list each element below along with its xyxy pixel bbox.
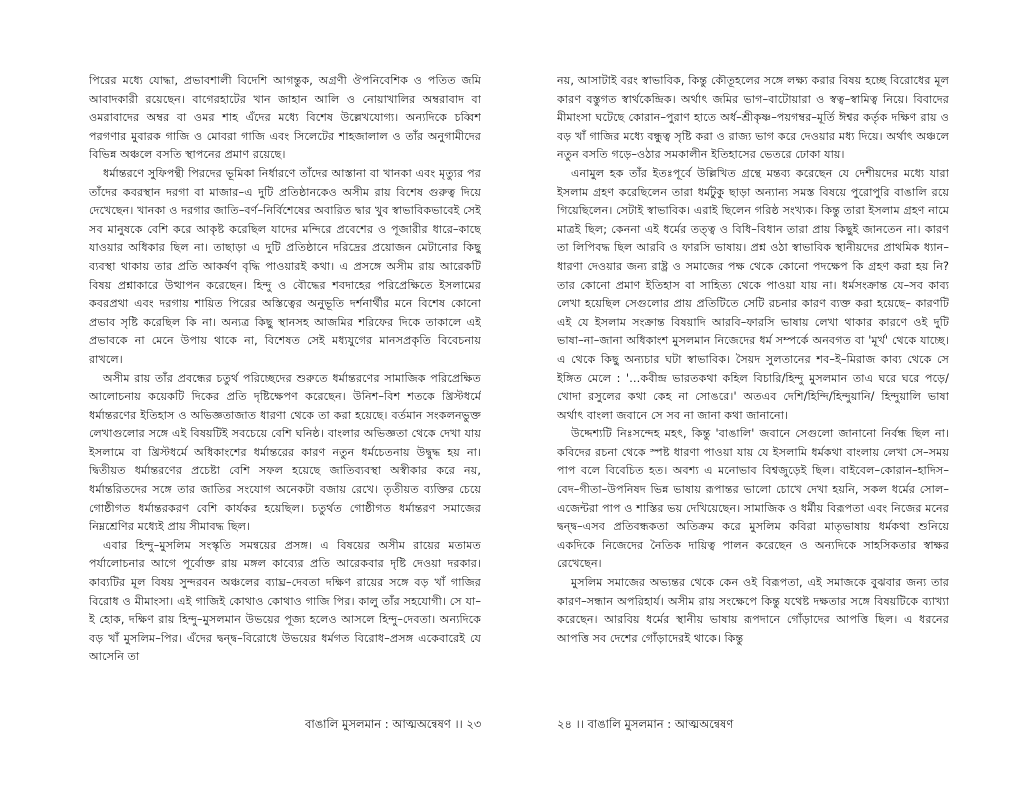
left-paragraph-2: ধর্মান্তরণে সুফিপন্থী পিরদের ভূমিকা নির্ধারণে তাঁদের আস্তানা বা খানকা এবং মৃত্যুর পর তাঁদের কবরস্থান দরগা বা মাজার–এ দুটি প্রতিষ্ঠানকেও অসীম রায় বিশেষ গুরুত্ব দিয়ে দেখেছেন। খানকা ও দরগার জাতি–বর্ণ–নির্বিশেষের অবারিত দ্বার খুব স্বাভাবিকভাবেই সেই সব মানুষকে বেশি করে আকৃষ্ট করেছিল যাদের মন্দিরে প্রবেশের ও পূজারীর ধারে–কাছে যাওয়ার অধিকার ছিল না। তাছাড়া এ দুটি প্রতিষ্ঠানে দরিদ্রের প্রয়োজন মেটানোর কিছু ব্যবস্থা থাকায় তার প্রতি আকর্ষণ বৃদ্ধি পাওয়ারই কথা। এ প্রসঙ্গে অসীম রায় আরেকটি বিষয় প্রশ্নাকারে উত্থাপন করেছেন। হিন্দু ও বৌদ্ধের শবদাহের পরিপ্রেক্ষিতে ইসলামের কবরপ্রথা এবং দরগায় শায়িত পিরের অস্তিত্বের অনুভূতি দর্শনার্থীর মনে বিশেষ কোনো প্রভাব সৃষ্টি করেছিল কি না। অন্যত্র কিছু স্থানসহ আজমির শরিফের দিকে তাকালে এই প্রভাবকে না মেনে উপায় থাকে না, বিশেষত সেই মধ্যযুগের মানসপ্রকৃতি বিবেচনায় রাখলে।	[89, 166, 481, 366]
right-paragraph-4: মুসলিম সমাজের অভ্যন্তর থেকে কেন ওই বিরূপতা, এই সমাজকে বুঝবার জন্য তার কারণ–সন্ধান অপরিহার্য। অসীম রায় সংক্ষেপে কিন্তু যথেষ্ট দক্ষতার সঙ্গে বিষয়টিকে ব্যাখ্যা করেছেন। আরবিয় ধর্মের স্থানীয় ভাষায় রূপদানে গোঁড়াদের আপত্তি ছিল। এ ধরনের আপত্তি সব দেশের গোঁড়াদেরই থাকে। কিন্তু	[557, 576, 949, 645]
right-paragraph-2: এনামুল হক তাঁর ইতঃপূর্বে উল্লিখিত গ্রন্থে মন্তব্য করেছেন যে দেশীয়দের মধ্যে যারা ইসলাম গ্রহণ করেছিলেন তারা ধর্মটুকু ছাড়া অন্যান্য সমস্ত বিষয়ে পুরোপুরি বাঙালি রয়ে গিয়েছিলেন। সেটাই স্বাভাবিক। এরাই ছিলেন গরিষ্ঠ সংখ্যক। কিন্তু তারা ইসলাম গ্রহণ নামে মাত্রই ছিল; কেননা এই ধর্মের তত্ত্ব ও বিধি–বিধান তারা প্রায় কিছুই জানতেন না। কারণ তা লিপিবদ্ধ ছিল আরবি ও ফারসি ভাষায়। প্রশ্ন ওঠা স্বাভাবিক স্থানীয়দের প্রাথমিক ধ্যান–ধারণা দেওয়ার জন্য রাষ্ট্র ও সমাজের পক্ষ থেকে কোনো পদক্ষেপ কি গ্রহণ করা হয় নি? তার কোনো প্রমাণ ইতিহাস বা সাহিত্য থেকে পাওয়া যায় না। ধর্মসংক্রান্ত যে–সব কাব্য লেখা হয়েছিল সেগুলোর প্রায় প্রতিটিতে সেটি রচনার কারণ ব্যক্ত করা হয়েছে– কারণটি এই যে ইসলাম সংক্রান্ত বিষয়াদি আরবি–ফারসি ভাষায় লেখা থাকার কারণে ওই দুটি ভাষা–না–জানা অধিকাংশ মুসলমান নিজেদের ধর্ম সম্পর্কে অনবগত বা 'মূর্খ' থেকে যাচ্ছে। এ থেকে কিছু অন্যচার ঘটা স্বাভাবিক। সৈয়দ সুলতানের শব–ই–মিরাজ কাব্য থেকে সে ইঙ্গিত মেলে : '…কবীন্দ্র ভারতকথা কহিল বিচারি/হিন্দু মুসলমান তাএ ঘরে ঘরে পড়ে/খোদা রসুলের কথা কেহ না সোঙরে।' অতএব দেশি/হিন্দি/হিন্দুয়ানি/ হিন্দুয়ালি ভাষা অর্থাৎ বাংলা জবানে সে সব না জানা কথা জানানো।	[557, 166, 949, 422]
left-paragraph-3: অসীম রায় তাঁর প্রবন্ধের চতুর্থ পরিচ্ছেদের শুরুতে ধর্মান্তরণের সামাজিক পরিপ্রেক্ষিত আলোচনায় কয়েকটি দিকের প্রতি দৃষ্টিক্ষেপণ করেছেন। উনিশ–বিশ শতকে খ্রিস্টধর্মে ধর্মান্তরণের ইতিহাস ও অভিজ্ঞতাজাত ধারণা থেকে তা করা হয়েছে। বর্তমান সংকলনভুক্ত লেখাগুলোর সঙ্গে এই বিষয়টিই সবচেয়ে বেশি ঘনিষ্ঠ। বাংলার অভিজ্ঞতা থেকে দেখা যায় ইসলামে বা খ্রিস্টধর্মে অধিকাংশের ধর্মান্তরের কারণ নতুন ধর্মচেতনায় উদ্বুদ্ধ হয় না। দ্বিতীয়ত ধর্মান্তরণের প্রচেষ্টা বেশি সফল হয়েছে জাতিব্যবস্থা অস্বীকার করে নয়, ধর্মান্তরিতদের সঙ্গে তার জাতির সংযোগ অনেকটা বজায় রেখে। তৃতীয়ত ব্যক্তির চেয়ে গোষ্ঠীগত ধর্মান্তরকরণ বেশি কার্যকর হয়েছিল। চতুর্থত গোষ্ঠীগত ধর্মান্তরণ সমাজের নিম্নশ্রেণির মধ্যেই প্রায় সীমাবদ্ধ ছিল।	[89, 371, 481, 534]
left-paragraph-4: এবার হিন্দু–মুসলিম সংস্কৃতি সমন্বয়ের প্রসঙ্গ। এ বিষয়ের অসীম রায়ের মতামত পর্যালোচনার আগে পূর্বোক্ত রায় মঙ্গল কাব্যের প্রতি আরেকবার দৃষ্টি দেওয়া দরকার। কাব্যটির মূল বিষয় সুন্দরবন অঞ্চলের ব্যাঘ্র–দেবতা দক্ষিণ রায়ের সঙ্গে বড় খাঁ গাজির বিরোধ ও মীমাংসা। এই গাজিই কোথাও কোথাও গাজি পির। কালু তাঁর সহযোগী। সে যা–ই হোক, দক্ষিণ রায় হিন্দু–মুসলমান উভয়ের পূজ্য হলেও আসলে হিন্দু–দেবতা। অন্যদিকে বড় খাঁ মুসলিম–পির। এঁদের দ্বন্দ্ব–বিরোধে উভয়ের ধর্মগত বিরোধ–প্রসঙ্গ একেবারেই যে আসেনি তা	[89, 538, 481, 664]
right-page	[557, 72, 949, 742]
right-paragraph-3: উদ্দেশ্যটি নিঃসন্দেহ মহৎ, কিন্তু 'বাঙালি' জবানে সেগুলো জানানো নির্বন্ধ ছিল না। কবিদের রচনা থেকে স্পষ্ট ধারণা পাওয়া যায় যে ইসলামি ধর্মকথা বাংলায় লেখা সে–সময় পাপ বলে বিবেচিত হত। অবশ্য এ মনোভাব বিশ্বজুড়েই ছিল। বাইবেল–কোরান–হাদিস–বেদ–গীতা–উপনিষদ ভিন্ন ভাষায় রূপান্তর ভালো চোখে দেখা হয়নি, সকল ধর্মের সোল–এজেন্টরা পাপ ও শাস্তির ভয় দেখিয়েছেন। সামাজিক ও ধর্মীয় বিরূপতা এবং নিজের মনের দ্বন্দ্ব–এসব প্রতিবন্ধকতা অতিক্রম করে মুসলিম কবিরা মাতৃভাষায় ধর্মকথা শুনিয়ে একদিকে নিজেদের নৈতিক দায়িত্ব পালন করেছেন ও অন্যদিকে সাহসিকতার স্বাক্ষর রেখেছেন।	[557, 427, 949, 571]
left-page-footer: বাঙালি মুসলমান : আত্মঅন্বেষণ ।। ২৩	[305, 717, 482, 731]
left-paragraph-1: পিরের মধ্যে যোদ্ধা, প্রভাবশালী বিদেশি আগন্তুক, অগ্রণী ঔপনিবেশিক ও পতিত জমি আবাদকারী রয়েছেন। বাগেরহাটের খান জাহান আলি ও নোয়াখালির অম্বরাবাদ বা ওমরাবাদের অম্বর বা ওমর শাহ এঁদের মধ্যে বিশেষ উল্লেখযোগ্য। অন্যদিকে চব্বিশ পরগণার মুবারক গাজি ও মোবরা গাজি এবং সিলেটের শাহজালাল ও তাঁর অনুগামীদের বিভিন্ন অঞ্চলে বসতি স্থাপনের প্রমাণ রয়েছে।	[89, 74, 481, 162]
right-page-footer: ২৪ ।। বাঙালি মুসলমান : আত্মঅন্বেষণ	[557, 717, 734, 731]
right-paragraph-1: নয়, আসাটাই বরং স্বাভাবিক, কিন্তু কৌতূহলের সঙ্গে লক্ষ্য করার বিষয় হচ্ছে বিরোধের মূল কারণ বস্তুগত স্বার্থকেন্দ্রিক। অর্থাৎ জমির ভাগ–বাটোয়ারা ও স্বত্ব–স্বামিত্ব নিয়ে। বিবাদের মীমাংসা ঘটেছে কোরান–পুরাণ হাতে অর্ধ–শ্রীকৃষ্ণ–পয়গম্বর–মূর্তি ঈশ্বর কর্তৃক দক্ষিণ রায় ও বড় খাঁ গাজির মধ্যে বন্ধুত্ব সৃষ্টি করা ও রাজ্য ভাগ করে দেওয়ার মধ্য দিয়ে। অর্থাৎ অঞ্চলে নতুন বসতি গড়ে–ওঠার সমকালীন ইতিহাসের ভেতরে ঢোকা যায়।	[557, 74, 949, 162]
left-page	[89, 72, 481, 742]
